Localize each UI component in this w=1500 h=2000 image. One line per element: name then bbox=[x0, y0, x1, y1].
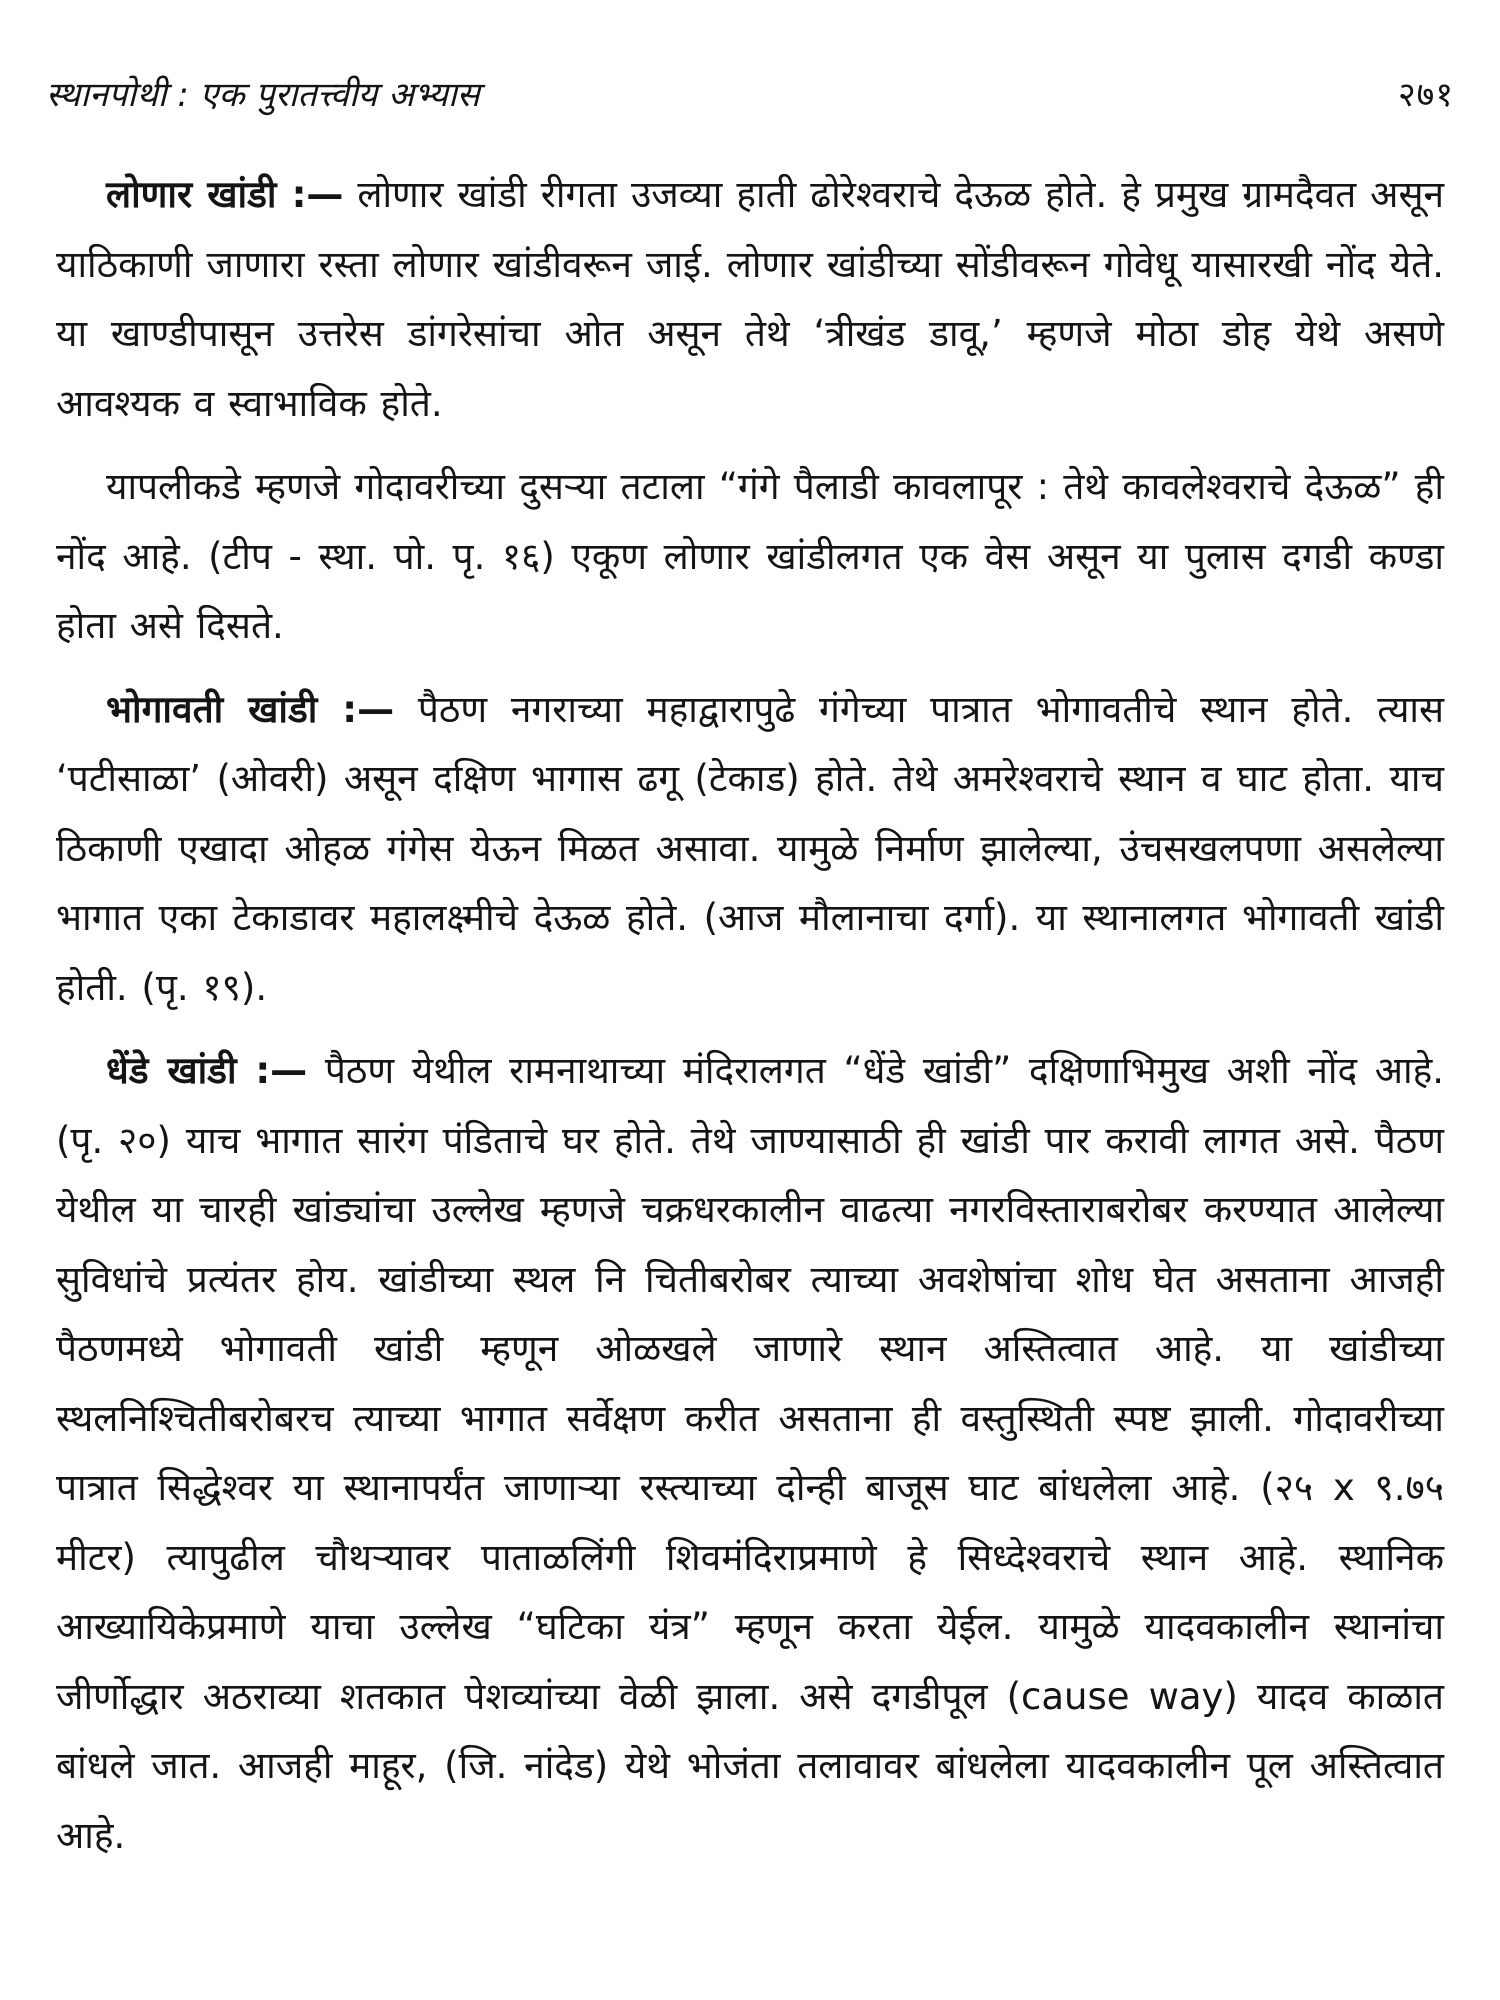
paragraph-heading: भोगावती खांडी :— bbox=[106, 687, 395, 731]
paragraph-lonar-khandi bbox=[56, 160, 1444, 438]
paragraph-text: पैठण येथील रामनाथाच्या मंदिरालगत “धेंडे खांडी” दक्षिणाभिमुख अशी नोंद आहे. (पृ. २०) याच भागात सारंग पंडिताचे घर होते. तेथे जाण्यासाठी ही खांडी पार करावी लागत असे. पैठण येथील या चारही खांड्यांचा उल्लेख म्हणजे चक्रधरकालीन वाढत्या नगरविस्ताराबरोबर करण्यात आलेल्या सुविधांचे प्रत्यंतर होय. खांडीच्या स्थल नि चितीबरोबर त्याच्या अवशेषांचा शोध घेत असताना आजही पैठणमध्ये भोगावती खांडी म्हणून ओळखले जाणारे स्थान अस्तित्वात आहे. या खांडीच्या स्थलनिश्चितीबरोबरच त्याच्या भागात सर्वेक्षण करीत असताना ही वस्तुस्थिती स्पष्ट झाली. गोदावरीच्या पात्रात सिद्धेश्वर या स्थानापर्यंत जाणाऱ्या रस्त्याच्या दोन्ही बाजूस घाट बांधलेला आहे. (२५ x ९.७५ मीटर) त्यापुढील चौथऱ्यावर पाताळलिंगी शिवमंदिराप्रमाणे हे सिध्देश्वराचे स्थान आहे. स्थानिक आख्यायिकेप्रमाणे याचा उल्लेख “घटिका यंत्र” म्हणून करता येईल. यामुळे यादवकालीन स्थानांचा जीर्णोद्धार अठराव्या शतकात पेशव्यांच्या वेळी झाला. असे दगडीपूल (cause way) यादव काळात बांधले जात. आजही माहूर, (जि. नांदेड) येथे भोजंता तलावावर बांधलेला यादवकालीन पूल अस्तित्वात आहे. bbox=[56, 1049, 1444, 1857]
body-text bbox=[56, 160, 1444, 1884]
paragraph-text: यापलीकडे म्हणजे गोदावरीच्या दुसऱ्या तटाला “गंगे पैलाडी कावलापूर : तेथे कावलेश्वराचे देऊळ” ही नोंद आहे. (टीप - स्था. पो. पृ. १६) एकूण लोणार खांडीलगत एक वेस असून या पुलास दगडी कण्डा होता असे दिसते. bbox=[56, 465, 1444, 647]
book-title: स्थानपोथी : एक पुरातत्त्वीय अभ्यास bbox=[46, 75, 480, 115]
paragraph-bhogavati-khandi bbox=[56, 675, 1444, 1023]
paragraph-dhende-khandi bbox=[56, 1036, 1444, 1870]
paragraph-heading: धेंडे खांडी :— bbox=[106, 1049, 308, 1092]
paragraph-text: लोणार खांडी रीगता उजव्या हाती ढोरेश्वराचे देऊळ होते. हे प्रमुख ग्रामदैवत असून याठिकाणी जाणारा रस्ता लोणार खांडीवरून जाई. लोणार खांडीच्या सोंडीवरून गोवेधू यासारखी नोंद येते. या खाण्डीपासून उत्तरेस डांगरेसांचा ओत असून तेथे ‘त्रीखंड डावू,’ म्हणजे मोठा डोह येथे असणे आवश्यक व स्वाभाविक होते. bbox=[56, 173, 1444, 425]
paragraph-godavari-bank bbox=[56, 452, 1444, 661]
running-header bbox=[46, 70, 1454, 130]
page-number: २७१ bbox=[1397, 75, 1454, 115]
paragraph-text: पैठण नगराच्या महाद्वारापुढे गंगेच्या पात्रात भोगावतीचे स्थान होते. त्यास ‘पटीसाळा’ (ओवरी) असून दक्षिण भागास ढगू (टेकाड) होते. तेथे अमरेश्वराचे स्थान व घाट होता. याच ठिकाणी एखादा ओहळ गंगेस येऊन मिळत असावा. यामुळे निर्माण झालेल्या, उंचसखलपणा असलेल्या भागात एका टेकाडावर महालक्ष्मीचे देऊळ होते. (आज मौलानाचा दर्गा). या स्थानालगत भोगावती खांडी होती. (पृ. १९). bbox=[56, 687, 1444, 1009]
paragraph-heading: लोणार खांडी :— bbox=[106, 173, 344, 216]
